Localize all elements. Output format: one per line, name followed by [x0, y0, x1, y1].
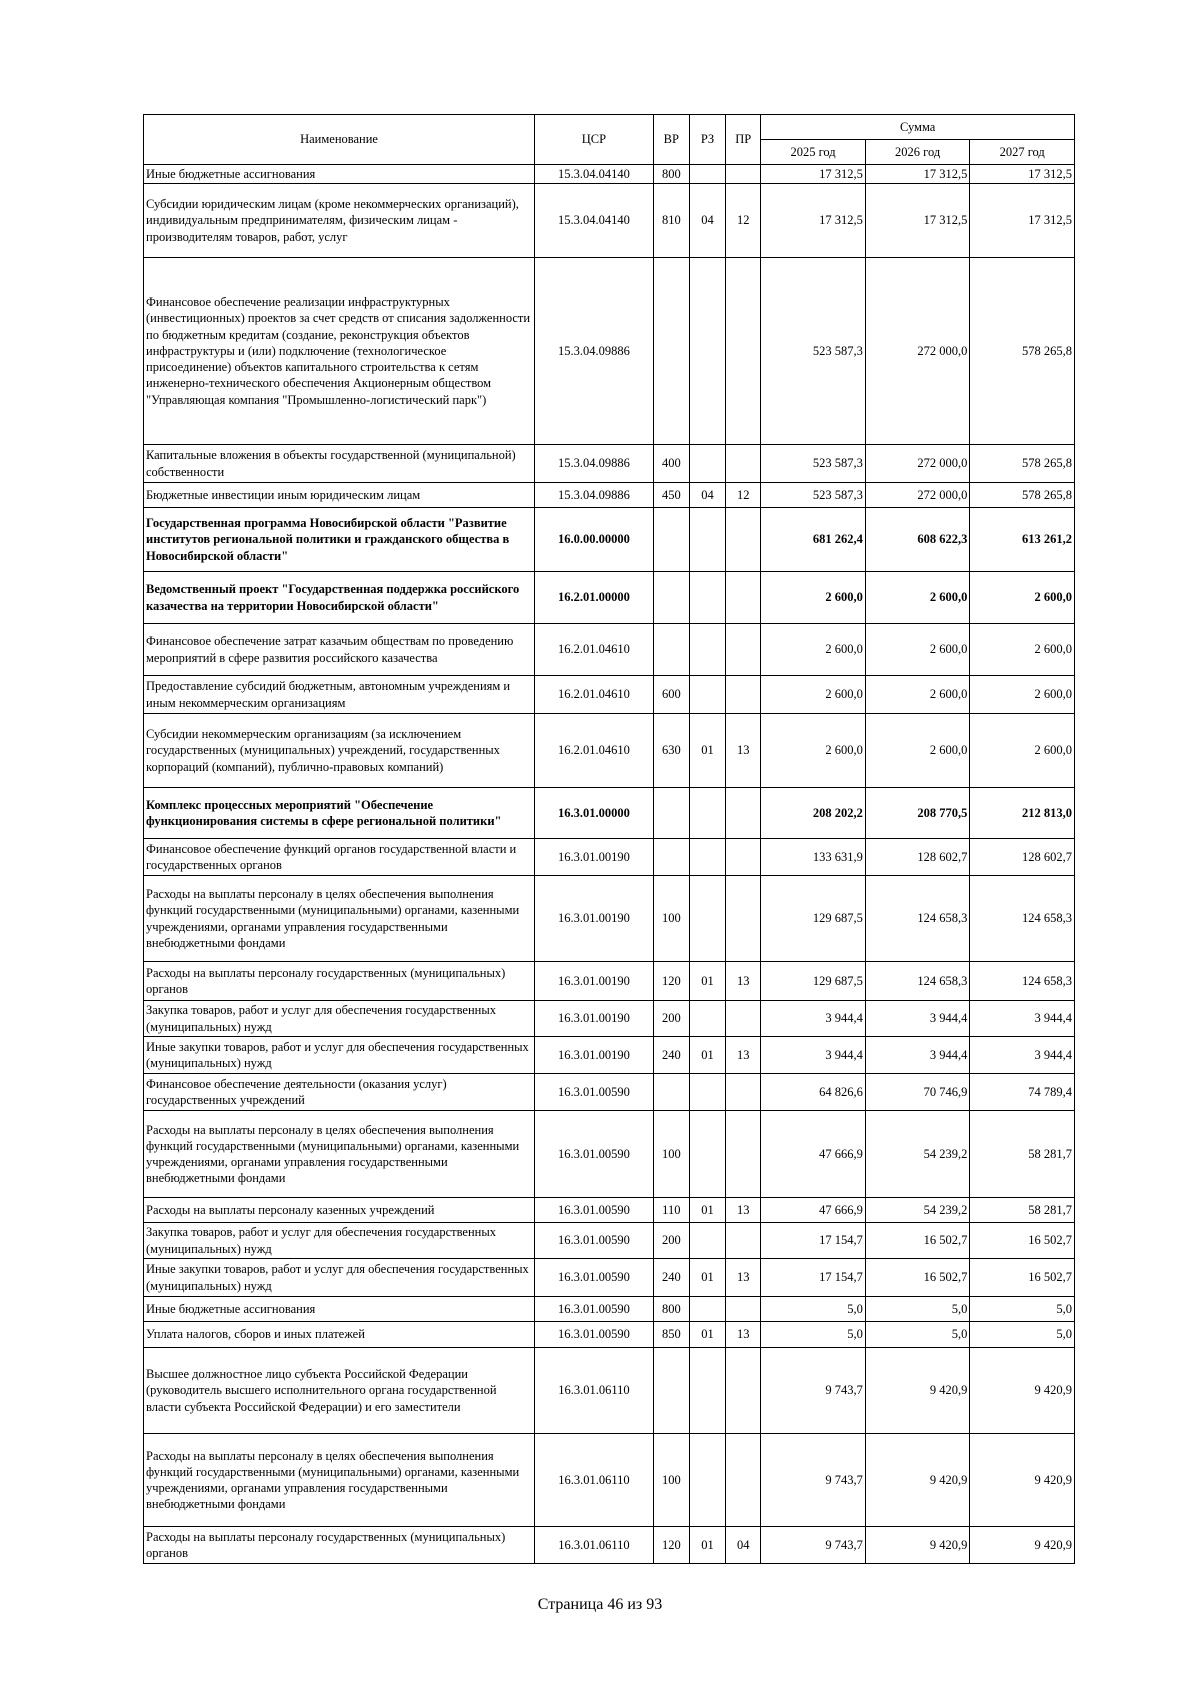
page-number: Страница 46 из 93 — [537, 1596, 663, 1613]
row-sum-2027: 578 265,8 — [970, 483, 1075, 508]
row-sum-2025: 523 587,3 — [761, 483, 866, 508]
row-csr: 15.3.04.09886 — [535, 483, 654, 508]
row-sum-2027: 578 265,8 — [970, 445, 1075, 483]
row-vr: 630 — [653, 714, 689, 788]
row-name: Иные бюджетные ассигнования — [144, 1297, 535, 1322]
row-sum-2027: 124 658,3 — [970, 962, 1075, 1001]
row-sum-2025: 17 312,5 — [761, 184, 866, 258]
row-vr: 850 — [653, 1322, 689, 1348]
row-sum-2025: 3 944,4 — [761, 1001, 866, 1037]
row-pr — [726, 508, 761, 572]
row-name: Расходы на выплаты персоналу в целях обеспечения выполнения функций государственными (муниципальными) органами, казенными учреждениями, органами управления государственными внебюджетными фондами — [144, 1111, 535, 1198]
row-sum-2027: 9 420,9 — [970, 1527, 1075, 1564]
row-vr: 600 — [653, 676, 689, 714]
table-row — [144, 788, 1075, 839]
table-row — [144, 184, 1075, 258]
row-sum-2026: 3 944,4 — [865, 1001, 970, 1037]
row-pr — [726, 876, 761, 962]
row-name: Расходы на выплаты персоналу в целях обеспечения выполнения функций государственными (муниципальными) органами, казенными учреждениями, органами управления государственными внебюджетными фондами — [144, 1434, 535, 1527]
row-csr: 16.2.01.04610 — [535, 624, 654, 676]
row-vr: 200 — [653, 1223, 689, 1259]
row-rz — [689, 1074, 725, 1111]
row-name: Финансовое обеспечение затрат казачьим обществам по проведению мероприятий в сфере развития российского казачества — [144, 624, 535, 676]
row-sum-2027: 128 602,7 — [970, 839, 1075, 876]
row-pr — [726, 1223, 761, 1259]
row-vr — [653, 508, 689, 572]
row-sum-2026: 272 000,0 — [865, 483, 970, 508]
row-rz — [689, 572, 725, 624]
row-name: Финансовое обеспечение функций органов государственной власти и государственных органов — [144, 839, 535, 876]
row-pr: 13 — [726, 1037, 761, 1074]
row-sum-2025: 9 743,7 — [761, 1348, 866, 1434]
row-sum-2026: 2 600,0 — [865, 624, 970, 676]
row-sum-2025: 9 743,7 — [761, 1434, 866, 1527]
row-sum-2025: 47 666,9 — [761, 1198, 866, 1223]
row-vr: 400 — [653, 445, 689, 483]
row-sum-2026: 2 600,0 — [865, 572, 970, 624]
row-pr — [726, 1074, 761, 1111]
row-sum-2026: 70 746,9 — [865, 1074, 970, 1111]
row-sum-2025: 129 687,5 — [761, 962, 866, 1001]
row-sum-2025: 523 587,3 — [761, 258, 866, 445]
table-row — [144, 839, 1075, 876]
row-pr — [726, 676, 761, 714]
row-sum-2025: 5,0 — [761, 1322, 866, 1348]
table-row — [144, 1111, 1075, 1198]
row-pr: 13 — [726, 1198, 761, 1223]
row-sum-2026: 2 600,0 — [865, 714, 970, 788]
row-sum-2027: 613 261,2 — [970, 508, 1075, 572]
row-sum-2027: 2 600,0 — [970, 714, 1075, 788]
row-sum-2025: 17 312,5 — [761, 165, 866, 184]
header-pr: ПР — [726, 115, 761, 165]
row-pr: 13 — [726, 1259, 761, 1297]
row-csr: 16.3.01.00190 — [535, 1037, 654, 1074]
row-csr: 15.3.04.09886 — [535, 445, 654, 483]
row-sum-2026: 124 658,3 — [865, 962, 970, 1001]
header-rz: РЗ — [689, 115, 725, 165]
row-csr: 16.3.01.00190 — [535, 962, 654, 1001]
row-rz — [689, 876, 725, 962]
header-sum: Сумма — [761, 115, 1075, 140]
row-name: Финансовое обеспечение деятельности (оказания услуг) государственных учреждений — [144, 1074, 535, 1111]
row-csr: 16.3.01.00590 — [535, 1297, 654, 1322]
row-sum-2027: 17 312,5 — [970, 184, 1075, 258]
row-pr: 13 — [726, 1322, 761, 1348]
row-sum-2026: 54 239,2 — [865, 1198, 970, 1223]
row-vr — [653, 258, 689, 445]
row-csr: 16.2.01.04610 — [535, 676, 654, 714]
row-pr — [726, 445, 761, 483]
row-csr: 16.3.01.00590 — [535, 1074, 654, 1111]
row-vr: 240 — [653, 1037, 689, 1074]
row-name: Иные бюджетные ассигнования — [144, 165, 535, 184]
row-name: Закупка товаров, работ и услуг для обеспечения государственных (муниципальных) нужд — [144, 1223, 535, 1259]
row-sum-2025: 2 600,0 — [761, 624, 866, 676]
row-sum-2026: 128 602,7 — [865, 839, 970, 876]
row-rz — [689, 1297, 725, 1322]
row-vr: 110 — [653, 1198, 689, 1223]
row-sum-2027: 2 600,0 — [970, 624, 1075, 676]
row-pr — [726, 165, 761, 184]
row-csr: 15.3.04.04140 — [535, 165, 654, 184]
row-vr: 450 — [653, 483, 689, 508]
table-row — [144, 1037, 1075, 1074]
table-body — [144, 165, 1075, 1564]
row-pr — [726, 258, 761, 445]
row-name: Уплата налогов, сборов и иных платежей — [144, 1322, 535, 1348]
row-sum-2025: 17 154,7 — [761, 1259, 866, 1297]
row-sum-2025: 9 743,7 — [761, 1527, 866, 1564]
header-year-2025: 2025 год — [761, 140, 866, 165]
row-sum-2027: 58 281,7 — [970, 1198, 1075, 1223]
row-rz — [689, 1001, 725, 1037]
row-sum-2027: 16 502,7 — [970, 1259, 1075, 1297]
row-csr: 16.3.01.06110 — [535, 1434, 654, 1527]
row-rz — [689, 1348, 725, 1434]
row-vr: 100 — [653, 1111, 689, 1198]
row-name: Субсидии некоммерческим организациям (за исключением государственных (муниципальных) учреждений, государственных корпораций (компаний), публично-правовых компаний) — [144, 714, 535, 788]
table-row — [144, 676, 1075, 714]
row-sum-2025: 2 600,0 — [761, 572, 866, 624]
row-name: Бюджетные инвестиции иным юридическим лицам — [144, 483, 535, 508]
row-sum-2027: 17 312,5 — [970, 165, 1075, 184]
row-sum-2027: 5,0 — [970, 1297, 1075, 1322]
row-vr: 120 — [653, 1527, 689, 1564]
row-csr: 16.3.01.00590 — [535, 1111, 654, 1198]
row-sum-2027: 58 281,7 — [970, 1111, 1075, 1198]
row-name: Финансовое обеспечение реализации инфраструктурных (инвестиционных) проектов за счет средств от списания задолженности по бюджетным кредитам (создание, реконструкция объектов инфраструктуры и (или) подключение (технологическое присоединение) объектов капитального строительства к сетям инженерно-технического обеспечения Акционерным обществом "Управляющая компания "Промышленно-логистический парк") — [144, 258, 535, 445]
row-pr — [726, 839, 761, 876]
row-rz — [689, 839, 725, 876]
table-row — [144, 165, 1075, 184]
row-sum-2026: 5,0 — [865, 1297, 970, 1322]
header-year-2026: 2026 год — [865, 140, 970, 165]
row-csr: 16.3.01.00590 — [535, 1322, 654, 1348]
table-row — [144, 1223, 1075, 1259]
row-csr: 16.3.01.00590 — [535, 1259, 654, 1297]
row-sum-2027: 3 944,4 — [970, 1001, 1075, 1037]
row-sum-2027: 16 502,7 — [970, 1223, 1075, 1259]
row-rz: 01 — [689, 1198, 725, 1223]
table-row — [144, 1297, 1075, 1322]
row-rz — [689, 788, 725, 839]
row-sum-2026: 208 770,5 — [865, 788, 970, 839]
row-pr — [726, 572, 761, 624]
row-rz: 01 — [689, 962, 725, 1001]
row-pr — [726, 1297, 761, 1322]
row-sum-2027: 578 265,8 — [970, 258, 1075, 445]
row-csr: 16.3.01.00190 — [535, 876, 654, 962]
row-sum-2025: 208 202,2 — [761, 788, 866, 839]
table-row — [144, 1259, 1075, 1297]
row-name: Капитальные вложения в объекты государственной (муниципальной) собственности — [144, 445, 535, 483]
row-csr: 16.3.01.00000 — [535, 788, 654, 839]
row-name: Предоставление субсидий бюджетным, автономным учреждениям и иным некоммерческим организациям — [144, 676, 535, 714]
row-name: Иные закупки товаров, работ и услуг для обеспечения государственных (муниципальных) нужд — [144, 1037, 535, 1074]
row-rz: 04 — [689, 184, 725, 258]
row-name: Иные закупки товаров, работ и услуг для обеспечения государственных (муниципальных) нужд — [144, 1259, 535, 1297]
row-sum-2026: 608 622,3 — [865, 508, 970, 572]
header-year-2027: 2027 год — [970, 140, 1075, 165]
row-vr: 240 — [653, 1259, 689, 1297]
row-rz — [689, 676, 725, 714]
row-name: Комплекс процессных мероприятий "Обеспечение функционирования системы в сфере региональной политики" — [144, 788, 535, 839]
row-csr: 16.2.01.04610 — [535, 714, 654, 788]
row-rz: 01 — [689, 714, 725, 788]
row-rz: 01 — [689, 1527, 725, 1564]
row-csr: 16.3.01.00190 — [535, 1001, 654, 1037]
row-csr: 15.3.04.04140 — [535, 184, 654, 258]
table-row — [144, 962, 1075, 1001]
row-rz — [689, 445, 725, 483]
table-row — [144, 714, 1075, 788]
row-vr: 100 — [653, 876, 689, 962]
row-rz — [689, 1223, 725, 1259]
row-name: Государственная программа Новосибирской области "Развитие институтов региональной политики и гражданского общества в Новосибирской области" — [144, 508, 535, 572]
table-row — [144, 1348, 1075, 1434]
row-sum-2025: 133 631,9 — [761, 839, 866, 876]
row-sum-2026: 272 000,0 — [865, 445, 970, 483]
row-csr: 16.3.01.06110 — [535, 1348, 654, 1434]
row-sum-2027: 9 420,9 — [970, 1348, 1075, 1434]
row-sum-2026: 16 502,7 — [865, 1259, 970, 1297]
row-sum-2026: 9 420,9 — [865, 1527, 970, 1564]
row-rz — [689, 258, 725, 445]
table-row — [144, 445, 1075, 483]
table-row — [144, 876, 1075, 962]
row-sum-2027: 124 658,3 — [970, 876, 1075, 962]
row-vr: 100 — [653, 1434, 689, 1527]
row-pr: 13 — [726, 714, 761, 788]
table-row — [144, 1198, 1075, 1223]
row-sum-2026: 272 000,0 — [865, 258, 970, 445]
row-csr: 16.0.00.00000 — [535, 508, 654, 572]
row-name: Расходы на выплаты персоналу государственных (муниципальных) органов — [144, 962, 535, 1001]
row-vr — [653, 839, 689, 876]
row-sum-2026: 16 502,7 — [865, 1223, 970, 1259]
row-pr — [726, 788, 761, 839]
row-rz: 01 — [689, 1322, 725, 1348]
row-vr: 800 — [653, 1297, 689, 1322]
row-pr — [726, 624, 761, 676]
row-vr: 810 — [653, 184, 689, 258]
row-pr: 04 — [726, 1527, 761, 1564]
row-name: Высшее должностное лицо субъекта Российской Федерации (руководитель высшего исполнительного органа государственной власти субъекта Российской Федерации) и его заместители — [144, 1348, 535, 1434]
row-sum-2027: 212 813,0 — [970, 788, 1075, 839]
table-row — [144, 483, 1075, 508]
table-row — [144, 1434, 1075, 1527]
header-name: Наименование — [144, 115, 535, 165]
header-vr: ВР — [653, 115, 689, 165]
row-vr — [653, 572, 689, 624]
row-vr: 120 — [653, 962, 689, 1001]
row-sum-2025: 5,0 — [761, 1297, 866, 1322]
table-row — [144, 1001, 1075, 1037]
row-name: Субсидии юридическим лицам (кроме некоммерческих организаций), индивидуальным предпринимателям, физическим лицам - производителям товаров, работ, услуг — [144, 184, 535, 258]
row-csr: 16.3.01.00590 — [535, 1198, 654, 1223]
row-rz — [689, 624, 725, 676]
row-csr: 16.3.01.00190 — [535, 839, 654, 876]
row-sum-2026: 5,0 — [865, 1322, 970, 1348]
row-name: Расходы на выплаты персоналу казенных учреждений — [144, 1198, 535, 1223]
row-name: Закупка товаров, работ и услуг для обеспечения государственных (муниципальных) нужд — [144, 1001, 535, 1037]
row-pr — [726, 1001, 761, 1037]
table-row — [144, 1527, 1075, 1564]
row-pr — [726, 1111, 761, 1198]
row-sum-2025: 47 666,9 — [761, 1111, 866, 1198]
row-sum-2026: 2 600,0 — [865, 676, 970, 714]
row-pr — [726, 1434, 761, 1527]
row-name: Расходы на выплаты персоналу государственных (муниципальных) органов — [144, 1527, 535, 1564]
row-csr: 15.3.04.09886 — [535, 258, 654, 445]
table-row — [144, 1322, 1075, 1348]
row-sum-2026: 54 239,2 — [865, 1111, 970, 1198]
row-rz: 01 — [689, 1037, 725, 1074]
row-sum-2026: 9 420,9 — [865, 1348, 970, 1434]
table-row — [144, 508, 1075, 572]
row-sum-2025: 2 600,0 — [761, 714, 866, 788]
row-pr: 12 — [726, 184, 761, 258]
row-name: Ведомственный проект "Государственная поддержка российского казачества на территории Новосибирской области" — [144, 572, 535, 624]
row-name: Расходы на выплаты персоналу в целях обеспечения выполнения функций государственными (муниципальными) органами, казенными учреждениями, органами управления государственными внебюджетными фондами — [144, 876, 535, 962]
row-sum-2027: 5,0 — [970, 1322, 1075, 1348]
table-row — [144, 258, 1075, 445]
row-sum-2027: 3 944,4 — [970, 1037, 1075, 1074]
row-pr — [726, 1348, 761, 1434]
row-sum-2025: 129 687,5 — [761, 876, 866, 962]
row-sum-2025: 3 944,4 — [761, 1037, 866, 1074]
row-csr: 16.2.01.00000 — [535, 572, 654, 624]
row-sum-2026: 17 312,5 — [865, 165, 970, 184]
header-csr: ЦСР — [535, 115, 654, 165]
table-row — [144, 624, 1075, 676]
row-sum-2026: 17 312,5 — [865, 184, 970, 258]
row-rz — [689, 1111, 725, 1198]
row-vr — [653, 624, 689, 676]
row-sum-2025: 17 154,7 — [761, 1223, 866, 1259]
row-rz — [689, 165, 725, 184]
row-vr — [653, 788, 689, 839]
row-sum-2027: 9 420,9 — [970, 1434, 1075, 1527]
table-row — [144, 1074, 1075, 1111]
row-vr: 800 — [653, 165, 689, 184]
row-sum-2027: 2 600,0 — [970, 676, 1075, 714]
row-rz — [689, 508, 725, 572]
row-sum-2026: 124 658,3 — [865, 876, 970, 962]
row-pr: 12 — [726, 483, 761, 508]
row-vr — [653, 1348, 689, 1434]
row-sum-2026: 9 420,9 — [865, 1434, 970, 1527]
row-csr: 16.3.01.06110 — [535, 1527, 654, 1564]
row-sum-2025: 64 826,6 — [761, 1074, 866, 1111]
row-vr: 200 — [653, 1001, 689, 1037]
row-sum-2025: 681 262,4 — [761, 508, 866, 572]
row-sum-2027: 2 600,0 — [970, 572, 1075, 624]
row-sum-2025: 523 587,3 — [761, 445, 866, 483]
row-sum-2026: 3 944,4 — [865, 1037, 970, 1074]
row-pr: 13 — [726, 962, 761, 1001]
budget-table — [143, 114, 1075, 1564]
row-csr: 16.3.01.00590 — [535, 1223, 654, 1259]
row-sum-2025: 2 600,0 — [761, 676, 866, 714]
row-rz: 04 — [689, 483, 725, 508]
row-rz: 01 — [689, 1259, 725, 1297]
row-vr — [653, 1074, 689, 1111]
row-sum-2027: 74 789,4 — [970, 1074, 1075, 1111]
row-rz — [689, 1434, 725, 1527]
table-row — [144, 572, 1075, 624]
